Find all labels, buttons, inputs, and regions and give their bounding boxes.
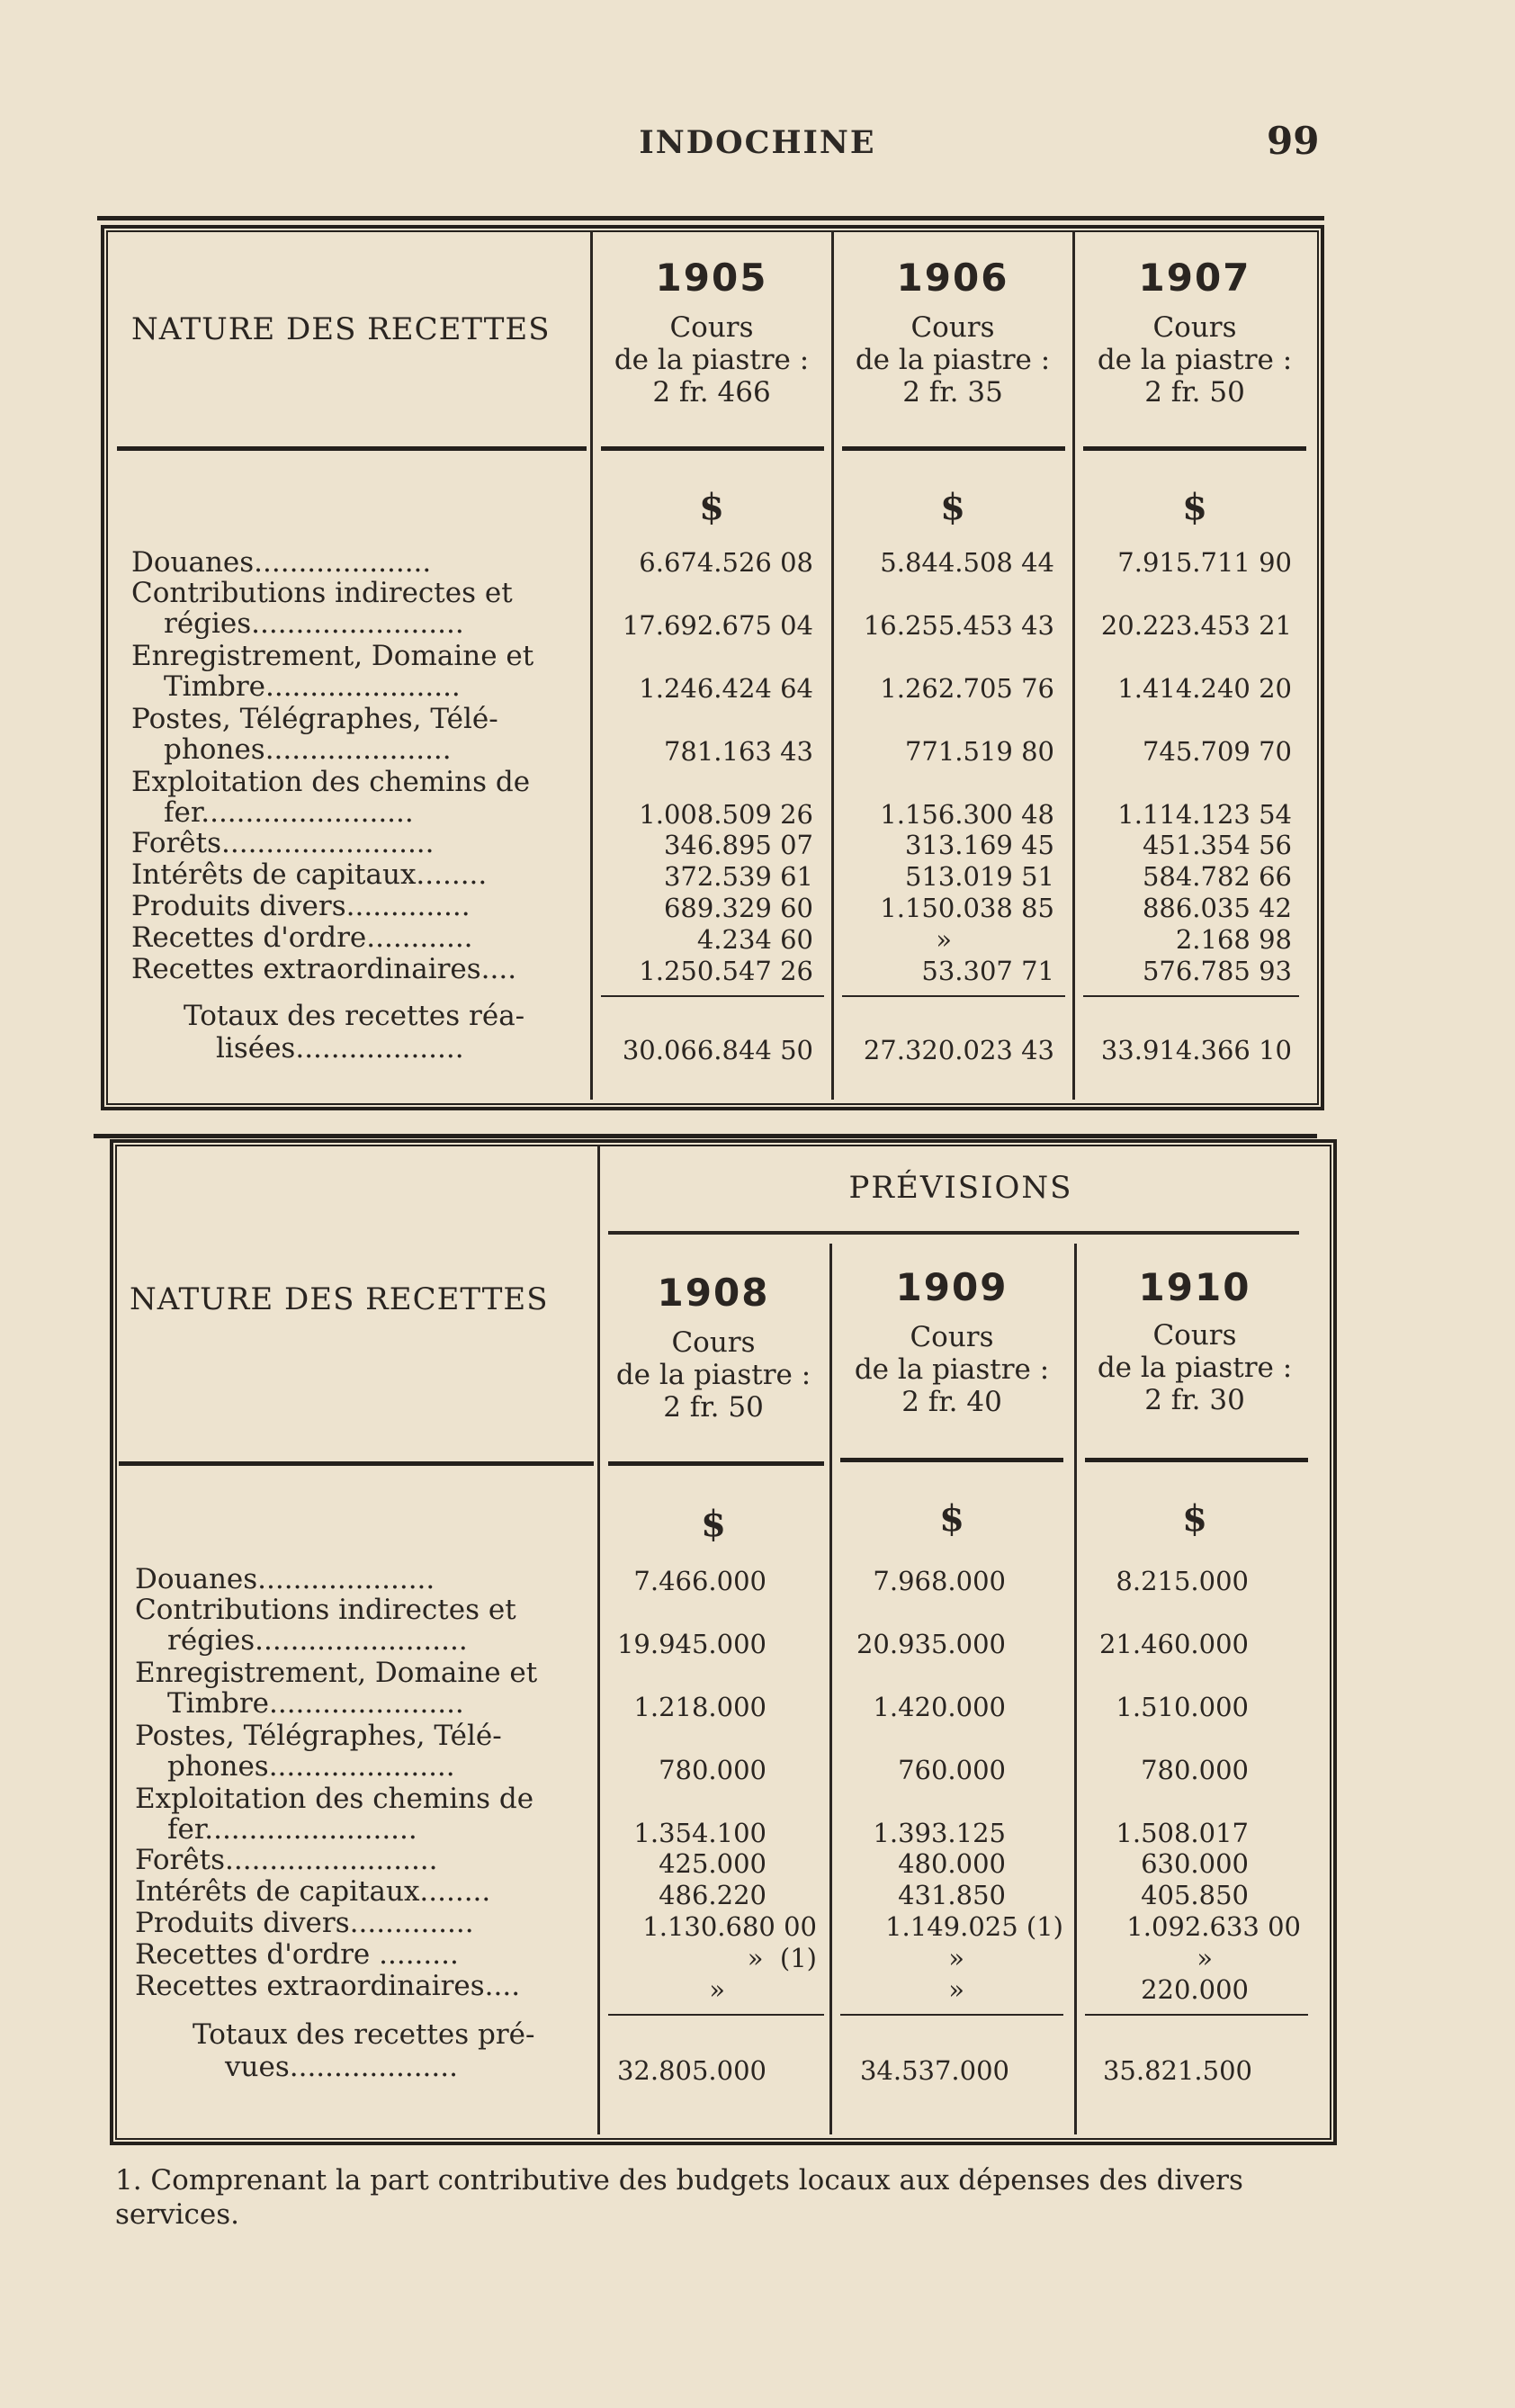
table1-nature-header: NATURE DES RECETTES [131,311,551,347]
table2-cell: 220.000 [1141,1974,1249,2005]
cours-rate: 2 fr. 30 [1144,1384,1245,1416]
table1-cell: 17.692.675 04 [622,610,813,641]
table2-sum-rule [1085,2014,1308,2016]
table2-currency-1908: $ [701,1503,726,1545]
table2-row-label: Timbre...................... [167,1687,464,1720]
table2-cell: 1.092.633 00 [1126,1911,1301,1942]
table1-cell: 576.785 93 [1142,956,1292,986]
table2-cell: 630.000 [1141,1848,1249,1879]
table2-cours-1908 [601,1326,826,1424]
table2-cell: » [948,1974,964,2005]
table2-cell: 1.393.125 [873,1818,1006,1848]
table2-cell: 1.130.680 00 [642,1911,817,1942]
running-header-title: INDOCHINE [639,124,876,161]
table2-row-label: Postes, Télégraphes, Télé- [135,1720,502,1752]
table2-cell: 760.000 [898,1755,1006,1785]
table2-previsions-header: PRÉVISIONS [848,1170,1073,1206]
cours-label: Cours [910,1321,994,1353]
table2-total-cell: 35.821.500 [1102,2055,1252,2086]
cours-line: de la piastre : [615,1359,811,1391]
table1-header-rule [1083,446,1306,451]
table2-cell: 8.215.000 [1116,1566,1249,1596]
table2-row-label: régies........................ [167,1624,468,1657]
table1-total-cell: 27.320.023 43 [863,1035,1054,1065]
table2-cell: 19.945.000 [616,1629,766,1659]
cours-label: Cours [1152,1319,1237,1352]
cours-rate: 2 fr. 35 [902,376,1003,409]
table2-cell: » [709,1974,725,2005]
cours-rate: 2 fr. 466 [652,376,771,409]
table1-cell: 1.114.123 54 [1117,799,1292,830]
table2-row-label: Produits divers.............. [135,1907,474,1939]
cours-label: Cours [669,311,754,344]
table1-row-label: Exploitation des chemins de [131,766,531,798]
table1-col-rule-2 [831,230,834,1100]
table2-cours-1909 [833,1321,1071,1418]
table2-row-label: Recettes d'ordre ......... [135,1938,459,1971]
cours-line: de la piastre : [854,1353,1050,1386]
table1-year-1907: 1907 [1138,256,1251,300]
cours-rate: 2 fr. 50 [1144,376,1245,409]
page-number: 99 [1267,119,1320,163]
table2-cell: 20.935.000 [856,1629,1006,1659]
table1-cell: 1.414.240 20 [1117,673,1292,704]
table2-row-label: Enregistrement, Domaine et [135,1657,538,1689]
table2-currency-1909: $ [939,1497,964,1540]
cours-label: Cours [1152,311,1237,344]
table1-col-rule-3 [1072,230,1075,1100]
table1-header-rule [842,446,1065,451]
footnote: 1. Comprenant la part contributive des budgets locaux aux dépenses des divers services. [115,2164,1243,2231]
table1-cell: 886.035 42 [1142,893,1292,923]
table1-total-label: lisées................... [216,1032,464,1065]
table1-sum-rule [1083,995,1299,997]
table1-cell: 372.539 61 [663,861,813,892]
table2-row-label: Douanes.................... [135,1563,435,1595]
table1-cell: 53.307 71 [921,956,1054,986]
table1-cell: 584.782 66 [1142,861,1292,892]
table1-cell: 313.169 45 [904,830,1054,860]
table2-cell: 486.220 [659,1880,766,1910]
table1-row-label: Enregistrement, Domaine et [131,640,534,672]
table1-cell: 1.250.547 26 [639,956,813,986]
cours-line: de la piastre : [855,344,1051,376]
cours-line: de la piastre : [1097,1352,1293,1384]
table2-cell: 1.510.000 [1116,1692,1249,1722]
table2-nature-header: NATURE DES RECETTES [130,1281,549,1317]
table1-cell: 771.519 80 [904,736,1054,767]
table2-cell: » [948,1943,964,1973]
table1-cell: 7.915.711 90 [1117,547,1292,578]
table1-cell: 6.674.526 08 [639,547,813,578]
table2-header-rule [1085,1458,1308,1462]
table2-row-label: Forêts........................ [135,1844,438,1876]
table1-row-label: phones..................... [164,733,452,766]
table1-cell: 513.019 51 [904,861,1054,892]
table2-sum-rule [840,2014,1063,2016]
table2-row-label: Intérêts de capitaux........ [135,1875,491,1908]
table2-cell: » (1) [747,1943,817,1973]
table1-cell: 1.156.300 48 [880,799,1054,830]
table2-currency-1910: $ [1182,1497,1207,1540]
table1-cell: 781.163 43 [663,736,813,767]
table1-cell: 1.262.705 76 [880,673,1054,704]
table1-cell: 1.008.509 26 [639,799,813,830]
table1-cell: 1.246.424 64 [639,673,813,704]
table2-col-rule-3 [1074,1244,1077,2134]
table1-row-label: Recettes d'ordre............ [131,921,473,954]
table2-cell: 780.000 [659,1755,766,1785]
table2-cell: 21.460.000 [1098,1629,1249,1659]
table1-cell: » [936,924,952,955]
table1-row-label: Recettes extraordinaires.... [131,953,517,985]
table1-total-label: Totaux des recettes réa- [184,1000,525,1032]
table1-cell: 346.895 07 [663,830,813,860]
table2-cell: 7.466.000 [633,1566,766,1596]
table1-cours-1907 [1076,311,1313,409]
table2-row-label: Exploitation des chemins de [135,1783,534,1815]
table2-cell: 1.149.025 (1) [885,1911,1063,1942]
table2-top-rule [94,1134,1317,1138]
table2-cell: 7.968.000 [873,1566,1006,1596]
table2-row-label: phones..................... [167,1750,455,1783]
table1-row-label: fer........................ [164,796,414,829]
table2-year-1908: 1908 [657,1271,770,1315]
table1-row-label: Douanes.................... [131,546,432,579]
table2-col-rule-2 [829,1244,832,2134]
table2-row-label: Contributions indirectes et [135,1594,516,1626]
table2-total-cell: 34.537.000 [859,2055,1009,2086]
table2-total-label: Totaux des recettes pré- [193,2018,535,2051]
table1-currency-1907: $ [1182,486,1207,528]
table1-row-label: Produits divers.............. [131,890,471,922]
table2-cell: 1.354.100 [633,1818,766,1848]
table2-header-rule [608,1461,824,1466]
table1-cell: 5.844.508 44 [880,547,1054,578]
table1-cell: 745.709 70 [1142,736,1292,767]
cours-rate: 2 fr. 40 [901,1386,1002,1418]
table1-top-rule [97,216,1324,220]
table2-cours-1910 [1078,1319,1312,1416]
table1-currency-1905: $ [699,486,724,528]
table1-row-label: Postes, Télégraphes, Télé- [131,703,498,735]
table2-cell: 1.420.000 [873,1692,1006,1722]
table2-total-cell: 32.805.000 [616,2055,766,2086]
table2-cell: 480.000 [898,1848,1006,1879]
cours-label: Cours [910,311,995,344]
table1-cours-1905 [594,311,829,409]
table1-total-cell: 33.914.366 10 [1100,1035,1292,1065]
table2-row-label: fer........................ [167,1813,417,1846]
table2-sum-rule [608,2014,824,2016]
table2-cell: 780.000 [1141,1755,1249,1785]
table1-sum-rule [601,995,824,997]
table2-year-1909: 1909 [895,1265,1009,1309]
cours-line: de la piastre : [1097,344,1293,376]
table1-cell: 1.150.038 85 [880,893,1054,923]
table2-year-1910: 1910 [1138,1265,1251,1309]
table2-cell: 405.850 [1141,1880,1249,1910]
cours-label: Cours [671,1326,756,1359]
table1-row-label: Contributions indirectes et [131,577,513,609]
table2-total-label: vues................... [225,2051,458,2083]
table1-row-label: Forêts........................ [131,827,435,859]
table2-header-rule [119,1461,594,1466]
table1-total-cell: 30.066.844 50 [622,1035,813,1065]
cours-line: de la piastre : [614,344,810,376]
table2-row-label: Recettes extraordinaires.... [135,1970,521,2002]
table1-year-1906: 1906 [896,256,1009,300]
table2-cell: 1.508.017 [1116,1818,1249,1848]
table1-sum-rule [842,995,1065,997]
previsions-brace-rule [608,1231,1299,1235]
cours-rate: 2 fr. 50 [663,1391,764,1424]
table1-header-rule [601,446,824,451]
table1-header-rule [117,446,587,451]
table1-cell: 20.223.453 21 [1100,610,1292,641]
table1-cell: 4.234 60 [696,924,813,955]
table1-year-1905: 1905 [655,256,768,300]
table1-cours-1906 [835,311,1071,409]
table1-cell: 16.255.453 43 [863,610,1054,641]
table1-cell: 451.354 56 [1142,830,1292,860]
table2-cell: » [1197,1943,1213,1973]
table1-row-label: régies........................ [164,607,464,640]
table2-col-rule-1 [597,1145,600,2134]
table2-cell: 425.000 [659,1848,766,1879]
table1-col-rule-1 [590,230,593,1100]
table1-row-label: Intérêts de capitaux........ [131,858,488,891]
table1-row-label: Timbre...................... [164,670,461,703]
table1-cell: 689.329 60 [663,893,813,923]
table2-cell: 1.218.000 [633,1692,766,1722]
table2-header-rule [840,1458,1063,1462]
table1-cell: 2.168 98 [1175,924,1292,955]
table1-currency-1906: $ [940,486,965,528]
table2-cell: 431.850 [898,1880,1006,1910]
